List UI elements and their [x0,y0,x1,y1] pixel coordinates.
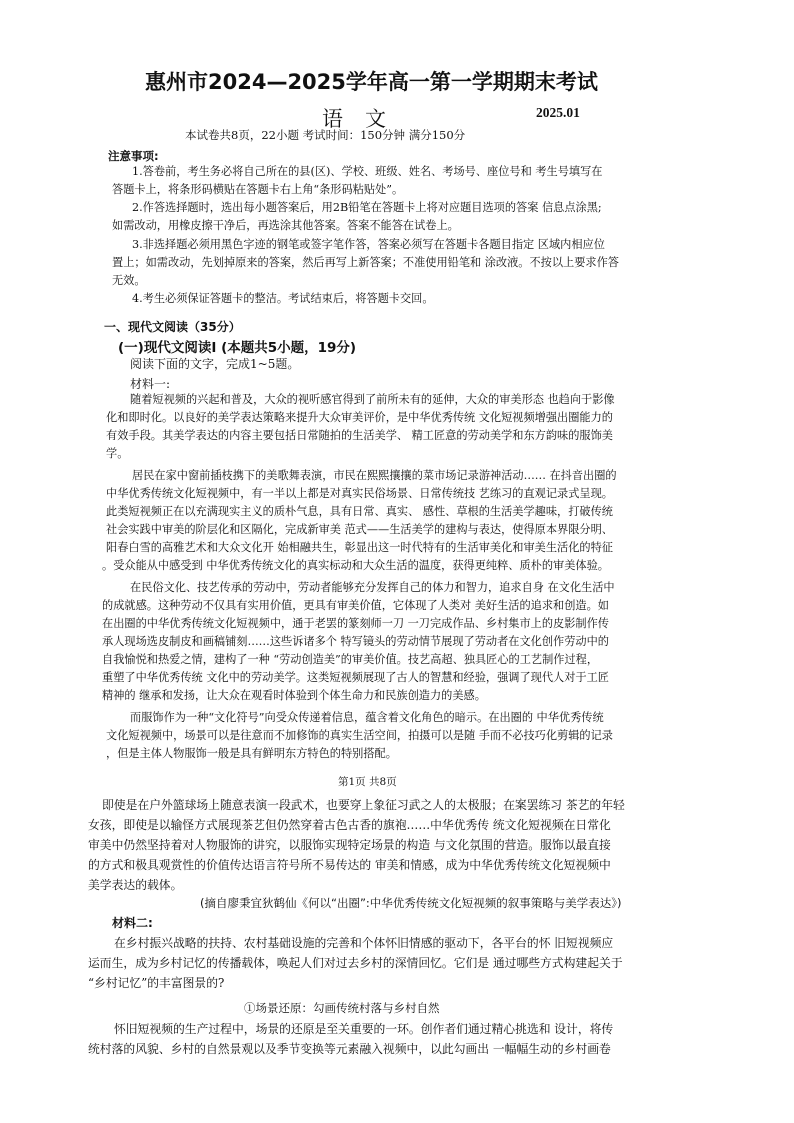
text-line: 的成就感。这种劳动不仅具有实用价值，更具有审美价值，它体现了人类对 美好生活的追求和创造。如 [102,599,609,612]
text-line: 承人现场选皮制皮和画稿铺刻……这些诉诸多个 特写镜头的劳动情节展现了劳动者在文化创作劳动中的 [102,635,609,648]
subsection-heading: (一)现代文阅读I (本题共5小题，19分) [118,340,357,356]
text-line: 中华优秀传统文化短视频中，有一半以上都是对真实民俗场景、日常传统技 艺练习的直观记录式呈现。 [106,487,613,500]
text-line: 居民在家中窗前插枝携下的美歌舞表演，市民在熙熙攘攘的菜市场记录游神活动…… 在抖音出圈的 [132,469,617,482]
notice-line: 3.非选择题必须用黑色字迹的钢笔或签字笔作答，答案必须写在答题卡各题目指定 区域内相应位 [132,238,605,251]
text-line: 化和即时化。以良好的美学表达策略来提升大众审美评价，是中华优秀传统 文化短视频增强出圈能力的 [106,411,613,424]
exam-title: 惠州市2024—2025学年高一第一学期期末考试 [145,70,598,94]
exam-date: 2025.01 [536,105,580,120]
text-line: 审美中仍然坚持着对人物服饰的讲究，以服饰实现特定场景的构造 与文化氛围的营造。服饰以最直接 [88,838,611,852]
text-line: 运而生，成为乡村记忆的传播载体，唤起人们对过去乡村的深情回忆。它们是 通过哪些方式构建起关于 [88,956,623,970]
text-line: 在出圈的中华优秀传统文化短视频中，通于老罢的篆刻师一刀 一刀完成作品、乡村集市上的皮影制作传 [102,617,609,630]
notice-line: 4.考生必须保证答题卡的整洁。考试结束后，将答题卡交回。 [132,292,434,305]
text-line: 随着短视频的兴起和普及，大众的视听感官得到了前所未有的延伸，大众的审美形态 也趋向于影像 [130,393,615,406]
text-line: 的方式和极具观赏性的价值传达语言符号所不易传达的 审美和情感，成为中华优秀传统文化短视频中 [88,858,611,872]
notice-line: 1.答卷前，考生务必将自己所在的县(区)、学校、班级、姓名、考场号、座位号和 考生号填写在 [132,165,603,178]
text-line: 自我愉悦和热爱之情，建构了一种 “劳动创造美”的审美价值。技艺高超、独具匠心的工艺制作过程， [102,653,599,666]
material2-subtitle: ①场景还原：勾画传统村落与乡村自然 [244,1001,440,1015]
source-citation: (摘自廖秉宜狄鹤仙《何以“出圈”:中华优秀传统文化短视频的叙事策略与美学表达》) [200,896,622,910]
text-line: 即使是在户外篮球场上随意表演一段武术，也要穿上象征习武之人的太极服；在案罢练习 茶艺的年轻 [102,798,625,812]
reading-instruction: 阅读下面的文字，完成1~5题。 [130,357,300,371]
text-line: 学。 [106,447,129,460]
notice-line: 无效。 [112,274,146,287]
text-line: 。受众能从中感受到 中华优秀传统文化的真实标动和大众生活的温度，获得更纯粹、质朴的审美体验。 [102,559,609,572]
notice-line: 置上；如需改动，先划掉原来的答案，然后再写上新答案；不准使用铅笔和 涂改液。不按以上要求作答 [112,256,619,269]
text-line: 在民俗文化、技艺传承的劳动中，劳动者能够充分发挥自己的体力和智力，追求自身 在文化生活中 [130,581,615,594]
text-line: 有效手段。其美学表达的内容主要包括日常随拍的生活美学、 精工匠意的劳动美学和东方韵味的服饰美 [106,429,613,442]
text-line: 在乡村振兴战略的扶持、农村基础设施的完善和个体怀旧情感的驱动下，各平台的怀 旧短视频应 [114,936,614,950]
notice-line: 2.作答选择题时，选出每小题答案后，用2B铅笔在答题卡上将对应题目选项的答案 信息点涂黑; [132,201,602,214]
text-line: 文化短视频中，场景可以是往意而不加修饰的真实生活空间，拍摄可以是随 手而不必技巧化剪辑的记录 [106,729,613,742]
subject-title: 语文 [322,107,408,131]
text-line: 此类短视频正在以充满现实主义的质朴气息，具有日常、真实、 感性、草根的生活美学趣味，打破传统 [106,505,613,518]
notice-heading: 注意事项: [108,149,159,163]
text-line: 美学表达的载体。 [88,878,183,892]
text-line: 社会实践中审美的阶层化和区隔化，完成新审美 范式——生活美学的建构与表达，使得原本界限分明、 [106,523,613,536]
exam-info: 本试卷共8页，22小题 考试时间：150分钟 满分150分 [185,128,466,142]
text-line: 阳春白雪的高雅艺术和大众文化开 始相融共生，彰显出这一时代特有的生活审美化和审美生活化的特征 [106,541,613,554]
text-line: 女孩，即使是以输怪方式展现茶艺但仍然穿着古色古香的旗袍……中华优秀传 统文化短视频在日常化 [88,818,611,832]
text-line: 精神的 继承和发扬，让大众在观看时体验到个体生命力和民族创造力的美感。 [102,689,486,702]
material1-label: 材料一: [130,377,171,391]
material2-label: 材料二: [112,916,153,930]
text-line: 而服饰作为一种“文化符号”向受众传递着信息，蕴含着文化角色的暗示。在出圈的 中华优秀传统 [130,711,604,724]
page-footer: 第1页 共8页 [338,776,397,788]
text-line: 重塑了中华优秀传统 文化中的劳动美学。这类短视频展现了古人的智慧和经验，强调了现代人对于工匠 [102,671,609,684]
notice-line: 如需改动，用橡皮擦干净后，再选涂其他答案。答案不能答在试卷上。 [112,219,459,232]
section-heading: 一、现代文阅读（35分） [104,320,241,334]
text-line: ，但是主体人物服饰一般是具有鲜明东方特色的特别搭配。 [106,747,397,760]
notice-line: 答题卡上，将条形码横贴在答题卡右上角“条形码粘贴处”。 [112,183,404,196]
text-line: 统村落的风貌、乡村的自然景观以及季节变换等元素融入视频中，以此勾画出 一幅幅生动的乡村画卷 [88,1042,611,1056]
text-line: 怀旧短视频的生产过程中，场景的还原是至关重要的一环。创作者们通过精心挑选和 设计，将传 [114,1022,614,1036]
text-line: “乡村记忆”的丰富图景的? [88,976,225,990]
